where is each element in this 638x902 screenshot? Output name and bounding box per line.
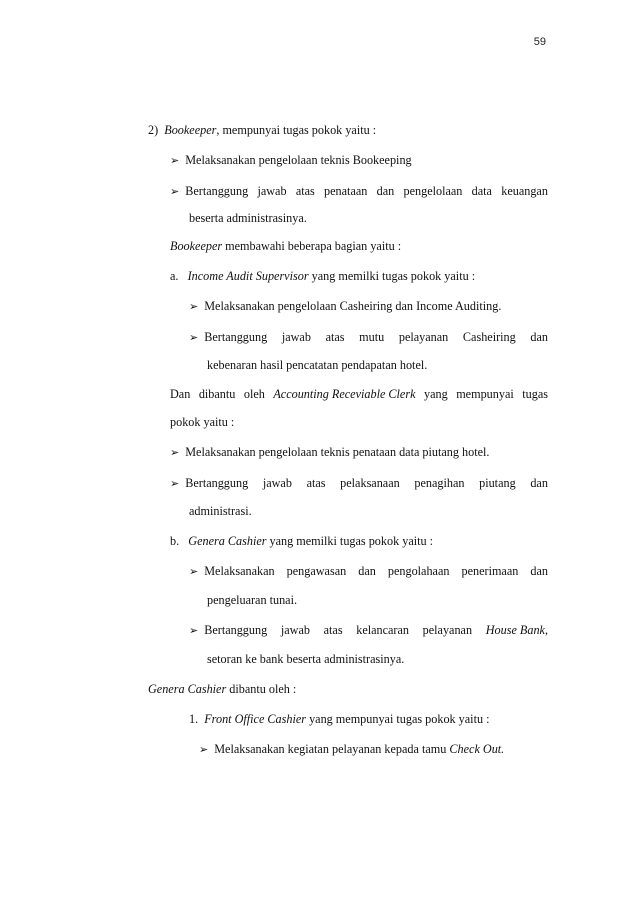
word: data <box>471 184 492 198</box>
bullet-line <box>199 741 504 758</box>
word: dan <box>358 564 376 578</box>
word: Bertanggung <box>204 330 268 344</box>
item-text: yang mempunyai tugas pokok yaitu : <box>306 712 490 726</box>
term-house-bank: House Bank <box>485 623 545 637</box>
word: pelayanan <box>422 623 473 637</box>
sub-item-a <box>170 268 475 284</box>
word: Casheiring <box>462 330 516 344</box>
word: keuangan <box>501 184 548 198</box>
intro-text: dibantu oleh : <box>226 682 297 696</box>
word: Bertanggung <box>185 184 249 198</box>
term-front-office-cashier: Front Office Cashier <box>204 712 307 726</box>
continuation-line: beserta administrasinya. <box>189 211 307 225</box>
item-number: 2) <box>148 123 159 137</box>
word: pelayanan <box>398 330 449 344</box>
term-genera-cashier: Genera Cashier <box>148 682 227 696</box>
word: pelaksanaan <box>340 476 400 490</box>
numbered-item-1 <box>189 711 489 727</box>
term-genera-cashier: Genera Cashier <box>188 534 267 548</box>
word: dan <box>530 564 548 578</box>
word: jawab <box>280 623 310 637</box>
intro-text: membawahi beberapa bagian yaitu : <box>222 239 402 253</box>
word: Bertanggung <box>185 476 249 490</box>
arrow-bullet-icon: ➢ <box>189 301 199 313</box>
accounting-clerk-intro <box>170 386 548 402</box>
term-accounting-receivable-clerk: Accounting Receviable Clerk <box>273 387 416 401</box>
word: atas <box>323 623 343 637</box>
bullet-line-justified <box>189 563 548 580</box>
term-bookeeper: Bookeeper <box>170 239 223 253</box>
comma: , <box>544 623 548 637</box>
word: penagihan <box>414 476 465 490</box>
sub-item-b <box>170 533 433 549</box>
word: pengelolaan <box>403 184 463 198</box>
bullet-text: Melaksanakan pengelolaan teknis penataan data piutang hotel. <box>185 445 490 459</box>
word: dan <box>376 184 395 198</box>
word: kelancaran <box>356 623 409 637</box>
continuation-line: setoran ke bank beserta administrasinya. <box>207 652 405 666</box>
word: Dan <box>170 387 191 401</box>
word: pengawasan <box>286 564 347 578</box>
word: Bertanggung <box>204 623 268 637</box>
arrow-bullet-icon: ➢ Melaksanakan <box>189 564 275 578</box>
sub-letter: b. <box>170 534 180 548</box>
word: oleh <box>243 387 265 401</box>
bullet-line <box>189 298 501 315</box>
arrow-bullet-icon: ➢ Bertanggung <box>189 623 268 637</box>
word: yang <box>424 387 448 401</box>
word: Melaksanakan <box>204 564 275 578</box>
bullet-text: Melaksanakan kegiatan pelayanan kepada tamu <box>214 742 450 756</box>
term-check-out: Check Out. <box>449 742 505 756</box>
word: jawab <box>281 330 311 344</box>
word: dibantu <box>198 387 236 401</box>
arrow-bullet-icon: ➢ Bertanggung <box>189 330 268 344</box>
word: piutang <box>479 476 516 490</box>
arrow-bullet-icon: ➢ <box>170 155 180 167</box>
continuation-line: kebenaran hasil pencatatan pendapatan hotel. <box>207 358 428 372</box>
continuation-line: pengeluaran tunai. <box>207 593 298 607</box>
arrow-bullet-icon: ➢ Bertanggung <box>170 476 249 490</box>
page-number: 59 <box>533 36 546 48</box>
arrow-bullet-icon: ➢ <box>199 744 209 756</box>
bullet-line <box>170 152 412 169</box>
word: tugas <box>522 387 548 401</box>
word: pengolahaan <box>387 564 450 578</box>
item-2-heading <box>148 122 376 138</box>
bullet-line-justified <box>170 475 548 492</box>
word: mutu <box>359 330 385 344</box>
house-bank-term <box>486 622 548 639</box>
bullet-line <box>170 444 489 461</box>
word: penerimaan <box>461 564 519 578</box>
word: penataan <box>324 184 368 198</box>
arrow-bullet-icon: ➢ <box>170 447 180 459</box>
bullet-line-justified <box>189 622 548 639</box>
bullet-text: Melaksanakan pengelolaan teknis Bookeeping <box>185 153 412 167</box>
continuation-line: pokok yaitu : <box>170 415 235 429</box>
heading-text: , mempunyai tugas pokok yaitu : <box>216 123 377 137</box>
subordinate-intro <box>170 238 401 254</box>
word: mempunyai <box>456 387 514 401</box>
word: jawab <box>262 476 292 490</box>
bullet-line-justified <box>189 329 548 346</box>
sub-letter: a. <box>170 269 179 283</box>
item-number: 1. <box>189 712 199 726</box>
word: atas <box>325 330 345 344</box>
bullet-line-justified <box>170 183 548 200</box>
word: dan <box>530 476 548 490</box>
arrow-bullet-icon: ➢ Bertanggung <box>170 184 249 198</box>
word: atas <box>295 184 315 198</box>
word: atas <box>306 476 326 490</box>
word: jawab <box>257 184 287 198</box>
sub-item-text: yang memilki tugas pokok yaitu : <box>308 269 476 283</box>
bullet-text: Melaksanakan pengelolaan Casheiring dan Income Auditing. <box>204 299 502 313</box>
word: dan <box>530 330 548 344</box>
term-bookeeper: Bookeeper <box>164 123 217 137</box>
genera-cashier-helpers <box>148 681 296 697</box>
continuation-line: administrasi. <box>189 504 252 518</box>
term-income-audit-supervisor: Income Audit Supervisor <box>187 269 309 283</box>
sub-item-text: yang memilki tugas pokok yaitu : <box>266 534 434 548</box>
